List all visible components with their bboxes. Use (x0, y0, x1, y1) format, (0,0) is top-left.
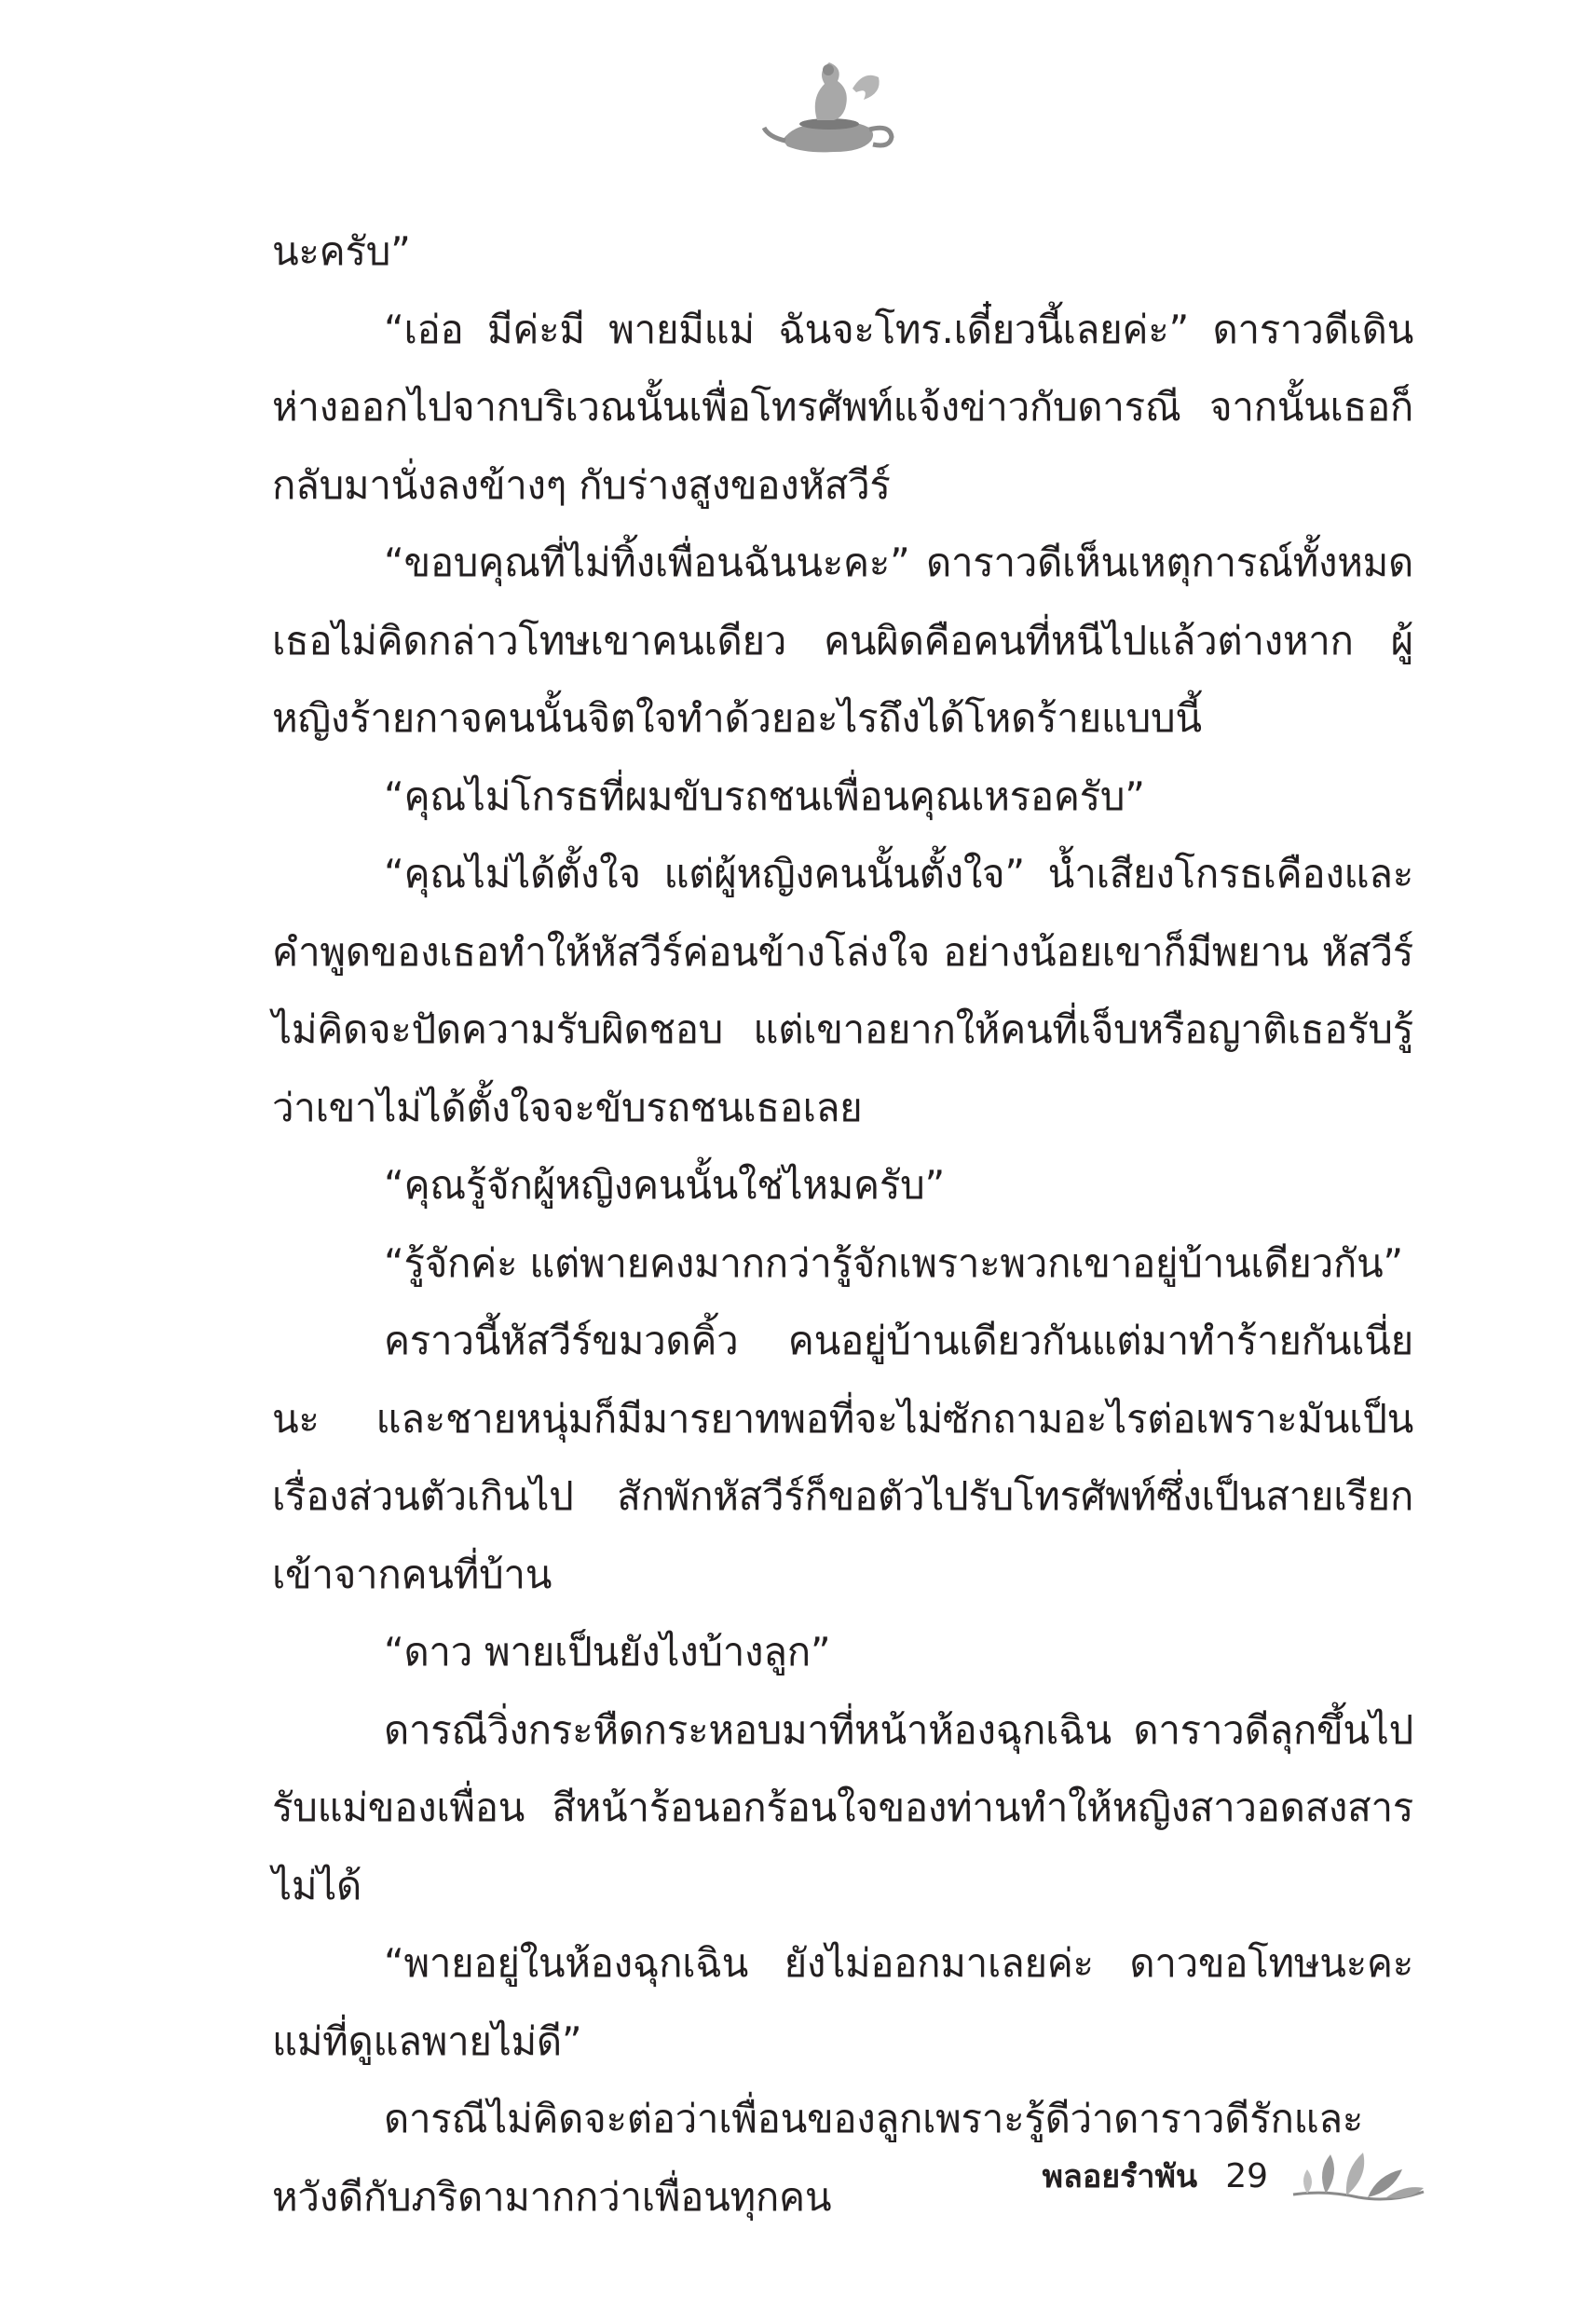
paragraph: “ดาว พายเป็นยังไงบ้างลูก” (384, 1629, 831, 1675)
paragraph: “เอ่อ มีค่ะมี พายมีแม่ ฉันจะโทร.เดี๋ยวนี้เลยค่ะ” ดาราวดีเดินห่างออกไปจากบริเวณนั้นเพื่อโทรศัพท์แจ้งข่าวกับดารณี จากนั้นเธอก็กลับมานั่งลงข้างๆ กับร่างสูงของหัสวีร์ (272, 306, 1413, 508)
paragraph: “พายอยู่ในห้องฉุกเฉิน ยังไม่ออกมาเลยค่ะ ดาวขอโทษนะคะแม่ที่ดูแลพายไม่ดี” (272, 1940, 1413, 2064)
leaf-ornament-icon (1289, 2143, 1428, 2208)
page-body (272, 212, 1413, 2236)
page-footer (1043, 2143, 1428, 2208)
paragraph: นะครับ” (272, 228, 411, 274)
teapot-ornament-icon (759, 51, 908, 163)
paragraph: “คุณรู้จักผู้หญิงคนนั้นใช่ไหมครับ” (384, 1162, 945, 1208)
paragraph: คราวนี้หัสวีร์ขมวดคิ้ว คนอยู่บ้านเดียวกันแต่มาทำร้ายกันเนี่ยนะ และชายหนุ่มก็มีมารยาทพอที่จะไม่ซักถามอะไรต่อเพราะมันเป็นเรื่องส่วนตัวเกินไป สักพักหัสวีร์ก็ขอตัวไปรับโทรศัพท์ซึ่งเป็นสายเรียกเข้าจากคนที่บ้าน (272, 1318, 1413, 1597)
page-number: 29 (1225, 2156, 1268, 2195)
paragraph: “รู้จักค่ะ แต่พายคงมากกว่ารู้จักเพราะพวกเขาอยู่บ้านเดียวกัน” (384, 1239, 1403, 1286)
paragraph: ดารณีไม่คิดจะต่อว่าเพื่อนของลูกเพราะรู้ดีว่าดาราวดีรักและหวังดีกับภริดามากกว่าเพื่อนทุกคน (272, 2096, 1364, 2220)
paragraph: “คุณไม่ได้ตั้งใจ แต่ผู้หญิงคนนั้นตั้งใจ” น้ำเสียงโกรธเคืองและคำพูดของเธอทำให้หัสวีร์ค่อนข้างโล่งใจ อย่างน้อยเขาก็มีพยาน หัสวีร์ไม่คิดจะปัดความรับผิดชอบ แต่เขาอยากให้คนที่เจ็บหรือญาติเธอรับรู้ว่าเขาไม่ได้ตั้งใจจะขับรถชนเธอเลย (272, 851, 1413, 1130)
book-title: พลอยรำพัน (1042, 2158, 1198, 2195)
paragraph: ดารณีวิ่งกระหืดกระหอบมาที่หน้าห้องฉุกเฉิน ดาราวดีลุกขึ้นไปรับแม่ของเพื่อน สีหน้าร้อนอกร้อนใจของท่านทำให้หญิงสาวอดสงสารไม่ได้ (272, 1706, 1413, 1908)
paragraph: “คุณไม่โกรธที่ผมขับรถชนเพื่อนคุณเหรอครับ” (384, 773, 1145, 819)
paragraph: “ขอบคุณที่ไม่ทิ้งเพื่อนฉันนะคะ” ดาราวดีเห็นเหตุการณ์ทั้งหมด เธอไม่คิดกล่าวโทษเขาคนเดียว คนผิดคือคนที่หนีไปแล้วต่างหาก ผู้หญิงร้ายกาจคนนั้นจิตใจทำด้วยอะไรถึงได้โหดร้ายแบบนี้ (272, 540, 1413, 741)
